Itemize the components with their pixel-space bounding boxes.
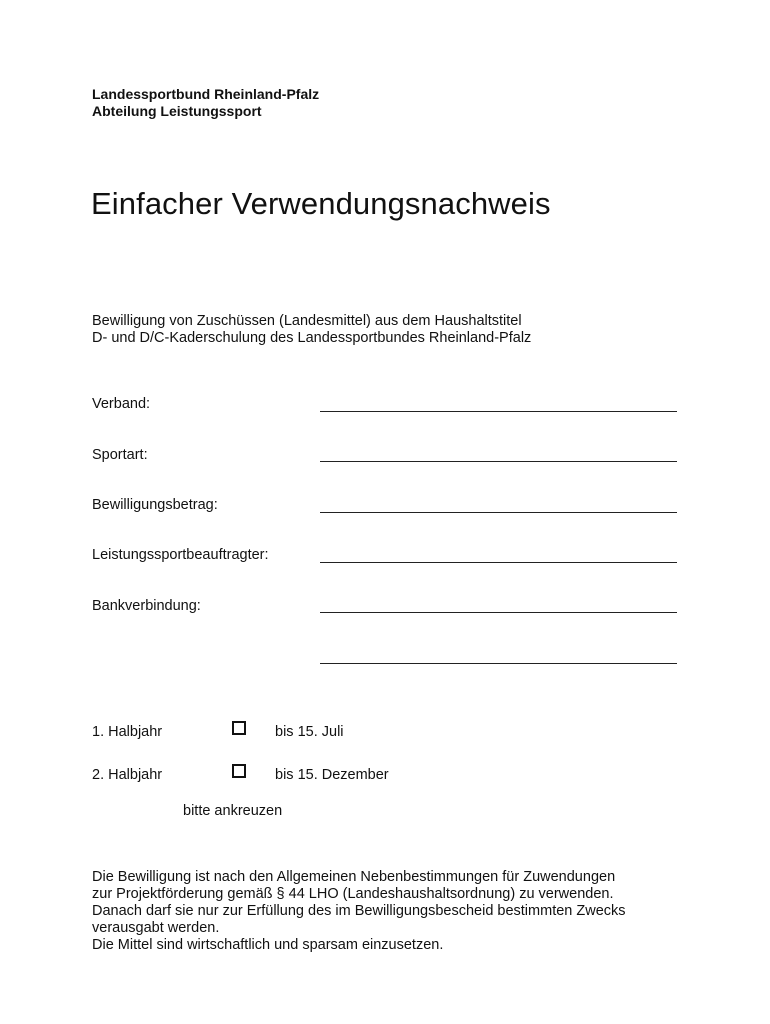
halfyear-2-checkbox[interactable]: [232, 764, 246, 778]
halfyear-2-label: 2. Halbjahr: [92, 767, 163, 783]
footer-line-3: Danach darf sie nur zur Erfüllung des im Bewilligungsbescheid bestimmten Zwecks: [92, 903, 626, 919]
footer-line-1: Die Bewilligung ist nach den Allgemeinen Nebenbestimmungen für Zuwendungen: [92, 869, 616, 885]
intro-line-2: D- und D/C-Kaderschulung des Landessportbundes Rheinland-Pfalz: [92, 330, 532, 346]
bewilligungsbetrag-label: Bewilligungsbetrag:: [92, 497, 218, 513]
sportart-label: Sportart:: [92, 447, 148, 463]
footer-text: [92, 869, 626, 954]
leistungssportbeauftragter-field[interactable]: [320, 562, 677, 563]
document-title: Einfacher Verwendungsnachweis: [91, 186, 551, 221]
sportart-field[interactable]: [320, 461, 677, 462]
halfyear-2-deadline: bis 15. Dezember: [275, 767, 389, 783]
checkbox-hint: bitte ankreuzen: [183, 803, 283, 819]
halfyear-1-checkbox[interactable]: [232, 721, 246, 735]
halfyear-1-deadline: bis 15. Juli: [275, 724, 344, 740]
verband-field[interactable]: [320, 411, 677, 412]
bankverbindung-field[interactable]: [320, 612, 677, 613]
organization-name: Landessportbund Rheinland-Pfalz: [92, 86, 320, 102]
department-name: Abteilung Leistungssport: [92, 103, 262, 119]
footer-line-5: Die Mittel sind wirtschaftlich und sparsam einzusetzen.: [92, 937, 444, 953]
footer-line-2: zur Projektförderung gemäß § 44 LHO (Landeshaushaltsordnung) zu verwenden.: [92, 886, 614, 902]
bankverbindung-label: Bankverbindung:: [92, 598, 201, 614]
footer-line-4: verausgabt werden.: [92, 920, 220, 936]
intro-line-1: Bewilligung von Zuschüssen (Landesmittel) aus dem Haushaltstitel: [92, 313, 522, 329]
bewilligungsbetrag-field[interactable]: [320, 512, 677, 513]
verband-label: Verband:: [92, 396, 151, 412]
halfyear-1-label: 1. Halbjahr: [92, 724, 163, 740]
intro-text: [92, 313, 531, 347]
organization-header: [92, 86, 319, 120]
leistungssportbeauftragter-label: Leistungssportbeauftragter:: [92, 547, 269, 563]
bankverbindung-field-2[interactable]: [320, 663, 677, 664]
